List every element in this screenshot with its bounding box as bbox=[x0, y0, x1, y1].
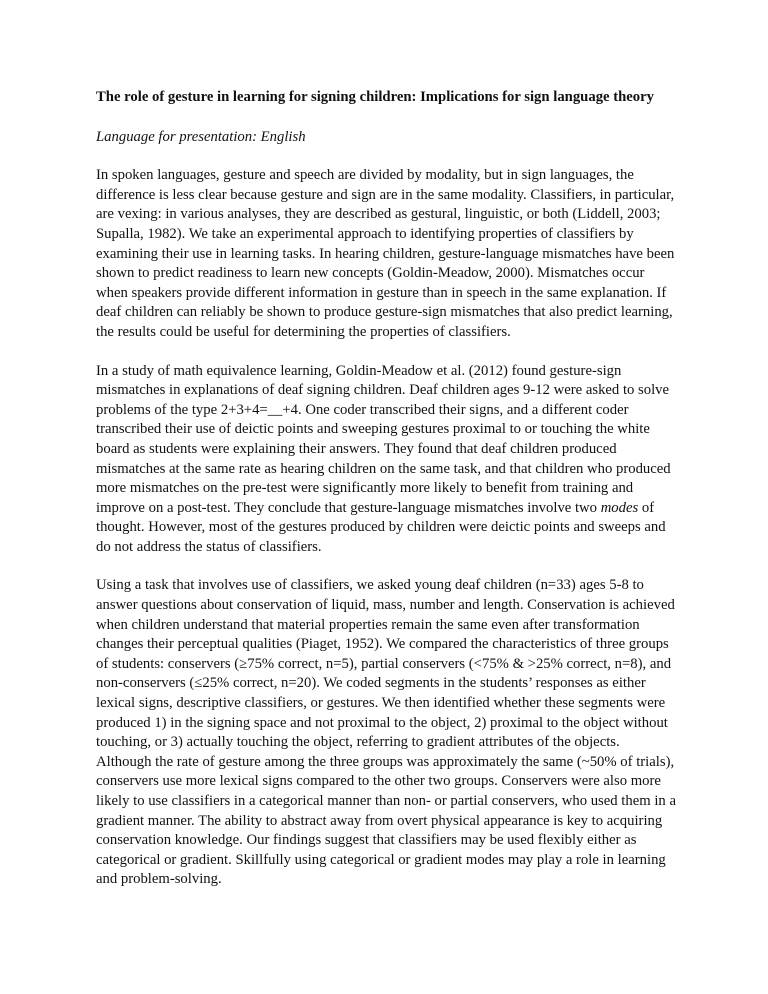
paragraph-2 bbox=[96, 362, 678, 558]
presentation-language: Language for presentation: English bbox=[96, 128, 306, 145]
paragraph-2-text-b: of thought. However, most of the gestures produced by children were deictic points and sweeps and do not address the status of classifiers. bbox=[96, 499, 666, 555]
paragraph-2-text-a: In a study of math equivalence learning, Goldin-Meadow et al. (2012) found gesture-sign mismatches in explanations of deaf signing children. Deaf children ages 9-12 were asked to solve problems of the type 2+3+4=__+4. One coder transcribed their signs, and a different coder transcribed their use of deictic points and sweeping gestures proximal to or touching the white board as students were explaining their answers. They found that deaf children produced mismatches at the same rate as hearing children on the same task, and that children who produced more mismatches on the pre-test were significantly more likely to benefit from training and improve on a post-test. They conclude that gesture-language mismatches involve two bbox=[96, 362, 671, 516]
document-title: The role of gesture in learning for signing children: Implications for sign language theory bbox=[96, 89, 655, 105]
paragraph-1: In spoken languages, gesture and speech are divided by modality, but in sign languages, the difference is less clear because gesture and sign are in the same modality. Classifiers, in particular, are vexing: in various analyses, they are described as gestural, linguistic, or both (Liddell, 2003; Supalla, 1982). We take an experimental approach to identifying properties of classifiers by examining their use in learning tasks. In hearing children, gesture-language mismatches have been shown to predict readiness to learn new concepts (Goldin-Meadow, 2000). Mismatches occur when speakers provide different information in gesture than in speech in the same explanation. If deaf children can reliably be shown to produce gesture-sign mismatches that also predict learning, the results could be useful for determining the properties of classifiers. bbox=[96, 167, 675, 340]
paragraph-2-italic-modes: modes bbox=[600, 499, 639, 516]
paragraph-3: Using a task that involves use of classifiers, we asked young deaf children (n=33) ages 5-8 to answer questions about conservation of liquid, mass, number and length. Conservation is achieved when children understand that material properties remain the same even after transformation changes their perceptual qualities (Piaget, 1952). We compared the characteristics of three groups of students: conservers (≥75% correct, n=5), partial conservers (<75% & >25% correct, n=8), and non-conservers (≤25% correct, n=20). We coded segments in the students’ responses as either lexical signs, descriptive classifiers, or gestures. We then identified whether these segments were produced 1) in the signing space and not proximal to the object, 2) proximal to the object without touching, or 3) actually touching the object, referring to gradient attributes of the objects. Although the rate of gesture among the three groups was approximately the same (~50% of trials), conservers use more lexical signs compared to the other two groups. Conservers were also more likely to use classifiers in a categorical manner than non- or partial conservers, who used them in a gradient manner. The ability to abstract away from overt physical appearance is key to acquiring conservation knowledge. Our findings suggest that classifiers may be used flexibly either as categorical or gradient. Skillfully using categorical or gradient modes may play a role in learning and problem-solving. bbox=[96, 577, 676, 888]
document-page bbox=[96, 88, 678, 909]
